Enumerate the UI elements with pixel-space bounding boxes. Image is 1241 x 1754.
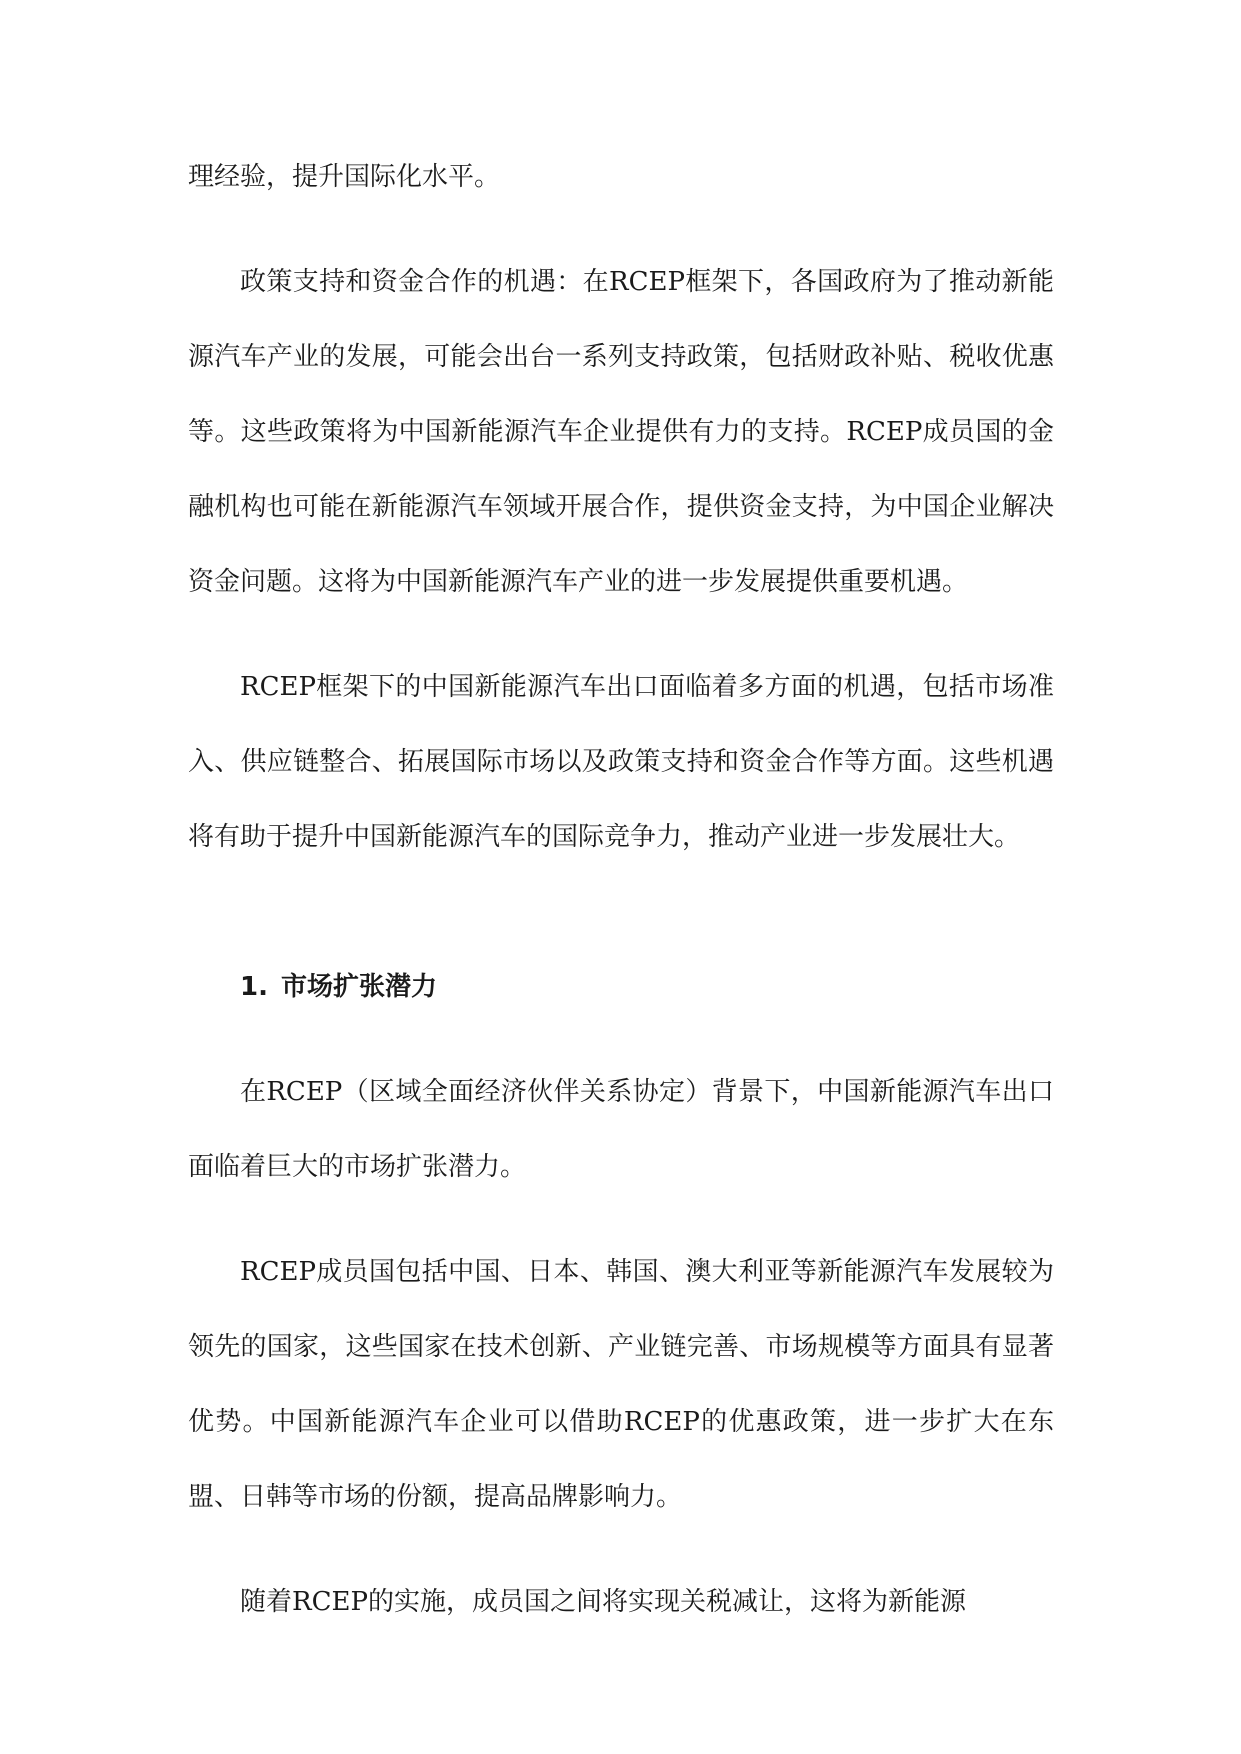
document-page (188, 140, 1054, 1670)
section-heading-number: 1. (240, 972, 268, 1002)
paragraph-tariff-reduction: 随着RCEP的实施，成员国之间将实现关税减让，这将为新能源 (240, 1587, 966, 1617)
section-heading (188, 950, 1054, 1025)
paragraph-market-potential-intro: 在RCEP（区域全面经济伙伴关系协定）背景下，中国新能源汽车出口面临着巨大的市场扩张潜力。 (188, 1077, 1054, 1182)
paragraph-rcep-members: RCEP成员国包括中国、日本、韩国、澳大利亚等新能源汽车发展较为领先的国家，这些国家在技术创新、产业链完善、市场规模等方面具有显著优势。中国新能源汽车企业可以借助RCEP的优惠政策，进一步扩大在东盟、日韩等市场的份额，提高品牌影响力。 (188, 1257, 1054, 1512)
paragraph-opportunities-summary: RCEP框架下的中国新能源汽车出口面临着多方面的机遇，包括市场准入、供应链整合、拓展国际市场以及政策支持和资金合作等方面。这些机遇将有助于提升中国新能源汽车的国际竞争力，推动产业进一步发展壮大。 (188, 672, 1054, 852)
paragraph-continuation: 理经验，提升国际化水平。 (188, 162, 501, 192)
section-heading-title: 市场扩张潜力 (280, 972, 437, 1002)
paragraph-policy-support: 政策支持和资金合作的机遇：在RCEP框架下，各国政府为了推动新能源汽车产业的发展，可能会出台一系列支持政策，包括财政补贴、税收优惠等。这些政策将为中国新能源汽车企业提供有力的支持。RCEP成员国的金融机构也可能在新能源汽车领域开展合作，提供资金支持，为中国企业解决资金问题。这将为中国新能源汽车产业的进一步发展提供重要机遇。 (188, 267, 1054, 597)
section-spacer (188, 905, 1054, 950)
